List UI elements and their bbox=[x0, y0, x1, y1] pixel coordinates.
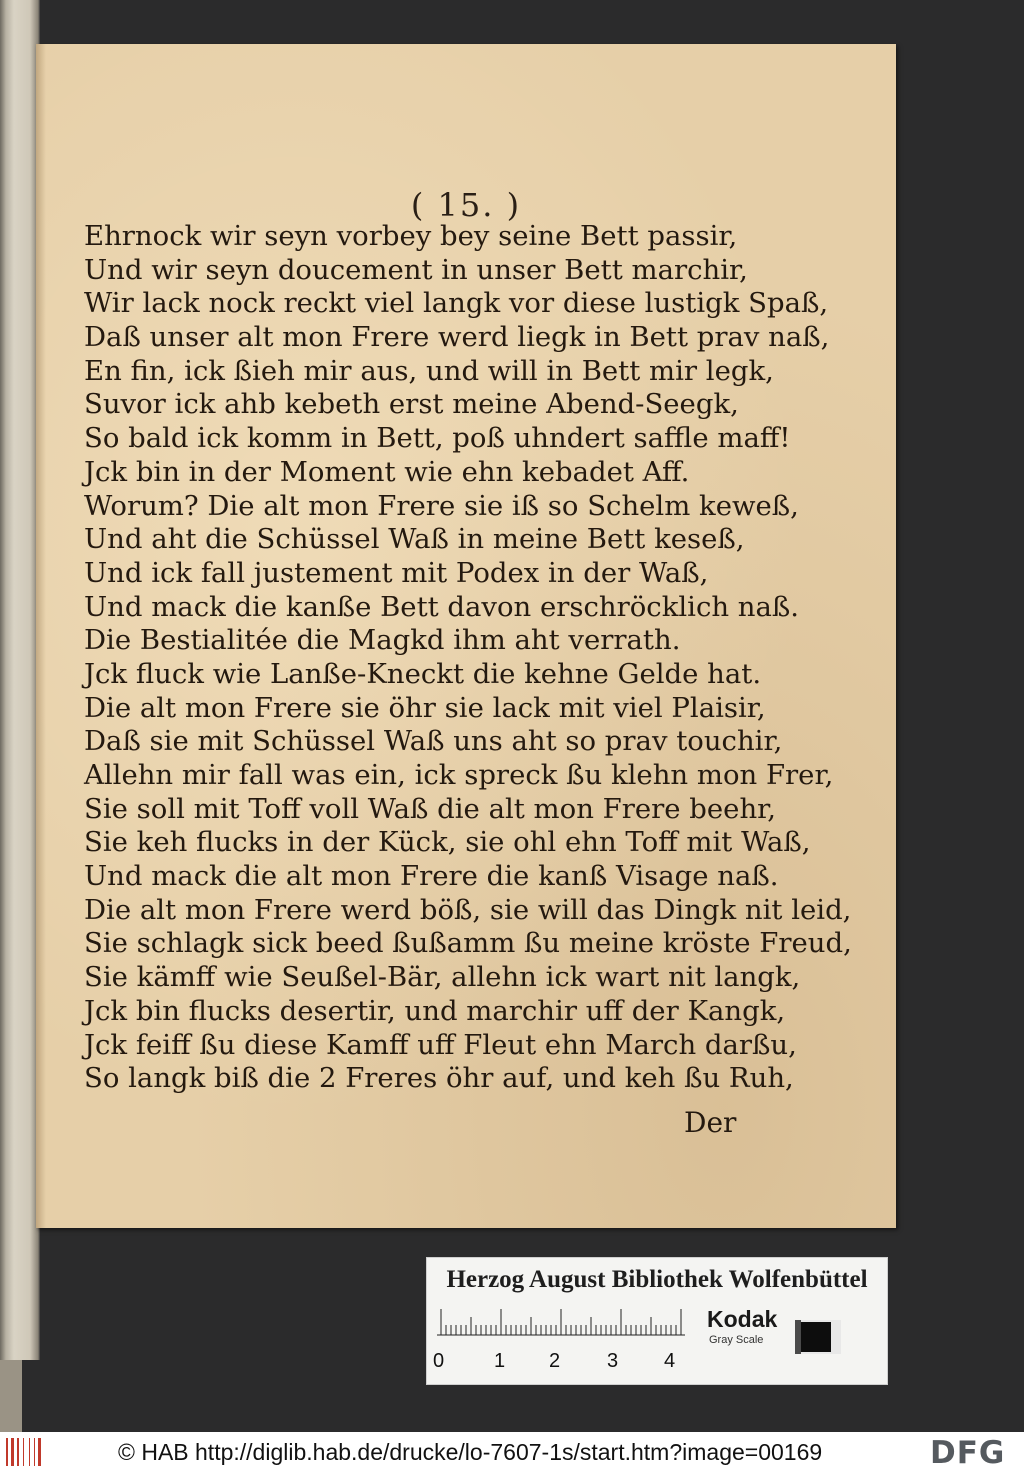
book-page bbox=[36, 44, 896, 1228]
library-color-label bbox=[426, 1257, 888, 1385]
verse-line: Ehrnock wir seyn vorbey bey seine Bett passir, bbox=[84, 220, 738, 252]
footer-credit: © HAB http://diglib.hab.de/drucke/lo-7607-1s/start.htm?image=00169 bbox=[118, 1439, 823, 1465]
verse-line: Und aht die Schüssel Waß in meine Bett keseß, bbox=[84, 523, 745, 556]
verse-line: So bald ick komm in Bett, poß uhndert saffle maff! bbox=[84, 422, 791, 455]
verse-line: Und wir seyn doucement in unser Bett marchir, bbox=[84, 253, 748, 286]
verse-line: Jck feiff ßu diese Kamff uff Fleut ehn March darßu, bbox=[84, 1028, 797, 1061]
verse-line: Jck fluck wie Lanße-Kneckt die kehne Gelde hat. bbox=[84, 657, 762, 690]
page-gutter-shadow bbox=[36, 44, 46, 1228]
verse-line: Worum? Die alt mon Frere sie iß so Schelm keweß, bbox=[84, 489, 799, 522]
verse-line: En fin, ick ßieh mir aus, und will in Bett mir legk, bbox=[84, 354, 774, 387]
verse-line: Allehn mir fall was ein, ick spreck ßu klehn mon Frer, bbox=[84, 759, 834, 791]
footer-bar bbox=[0, 1432, 1024, 1472]
verse-line: Und mack die kanße Bett davon erschröcklich naß. bbox=[84, 590, 800, 623]
verse-line: Daß sie mit Schüssel Waß uns aht so prav touchir, bbox=[84, 725, 783, 758]
ruler-digit: 2 bbox=[549, 1350, 561, 1372]
verse-line: Suvor ick ahb kebeth erst meine Abend-Seegk, bbox=[84, 388, 739, 421]
verse-text bbox=[84, 220, 852, 1096]
catchword: Der bbox=[684, 1106, 737, 1139]
verse-line: Und ick fall justement mit Podex in der Waß, bbox=[84, 556, 709, 589]
kodak-brand: Kodak bbox=[707, 1306, 778, 1332]
ruler-scale bbox=[437, 1306, 687, 1336]
verse-line: Wir lack nock reckt viel langk vor diese lustigk Spaß, bbox=[84, 287, 829, 320]
gray-swatch-mid bbox=[795, 1320, 801, 1354]
verse-line: Die Bestialitée die Magkd ihm aht verrath. bbox=[84, 624, 681, 657]
verse-line: Sie schlagk sick beed ßußamm ßu meine kröste Freud, bbox=[84, 927, 852, 960]
kodak-gray-scale: Gray Scale bbox=[709, 1334, 764, 1346]
page-number: ( 15. ) bbox=[410, 186, 522, 224]
verse-line: Sie kämff wie Seußel-Bär, allehn ick wart nit langk, bbox=[84, 961, 801, 994]
library-name: Herzog August Bibliothek Wolfenbüttel bbox=[446, 1266, 868, 1293]
gray-swatch bbox=[795, 1320, 841, 1354]
verse-line: Und mack die alt mon Frere die kanß Visage naß. bbox=[84, 860, 779, 893]
verse-line: Die alt mon Frere sie öhr sie lack mit viel Plaisir, bbox=[84, 691, 766, 724]
verse-line: Daß unser alt mon Frere werd liegk in Bett prav naß, bbox=[84, 321, 830, 354]
verse-line: Sie keh flucks in der Kück, sie ohl ehn Toff mit Waß, bbox=[84, 826, 811, 859]
verse-line: Die alt mon Frere werd böß, sie will das Dingk nit leid, bbox=[84, 893, 852, 926]
ruler-digit: 1 bbox=[494, 1350, 506, 1372]
previous-page-edge-tail bbox=[0, 1360, 22, 1432]
ruler-digit: 4 bbox=[664, 1350, 676, 1372]
verse-line: Jck bin in der Moment wie ehn kebadet Aff. bbox=[84, 455, 690, 488]
ruler-digit: 0 bbox=[433, 1350, 445, 1372]
gray-swatch-dark bbox=[801, 1322, 831, 1352]
verse-line: So langk biß die 2 Freres öhr auf, und keh ßu Ruh, bbox=[84, 1062, 794, 1095]
previous-page-edge bbox=[0, 0, 40, 1360]
barcode-icon bbox=[6, 1438, 50, 1466]
dfg-logo: DFG bbox=[930, 1435, 1006, 1471]
ruler-digit: 3 bbox=[607, 1350, 619, 1372]
ruler-digits bbox=[427, 1350, 687, 1380]
verse-line: Sie soll mit Toff voll Waß die alt mon Frere beehr, bbox=[84, 792, 777, 825]
verse-line: Jck bin flucks desertir, und marchir uff der Kangk, bbox=[84, 994, 786, 1027]
